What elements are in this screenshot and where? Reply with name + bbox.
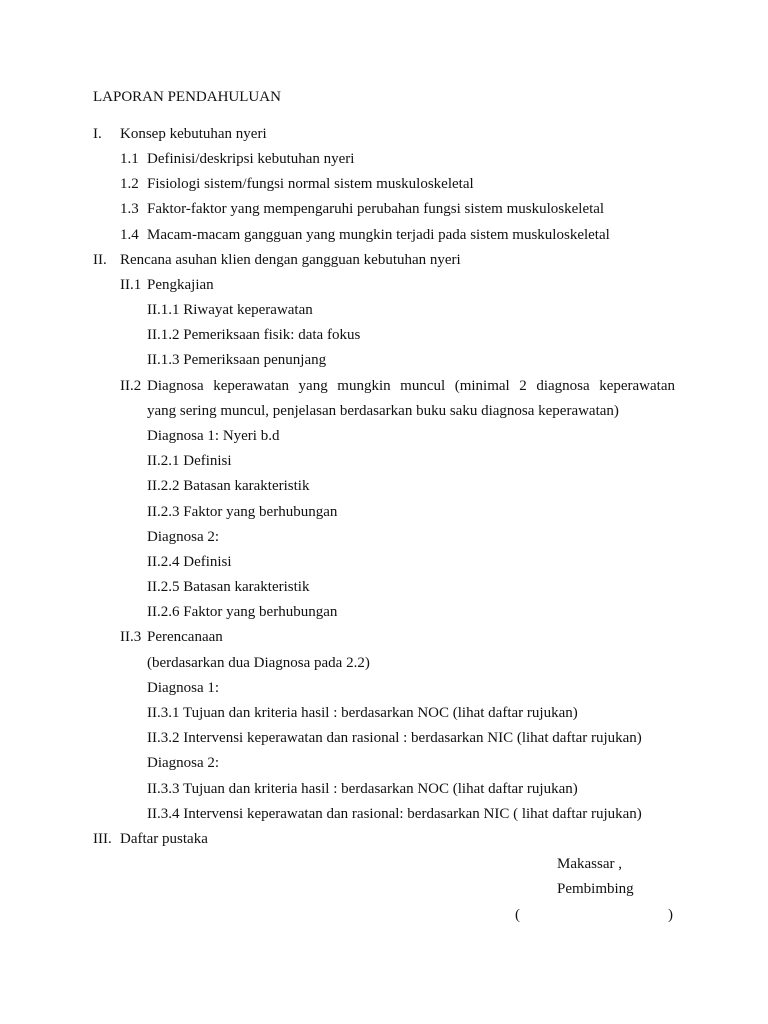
section-1-number: I. [93, 126, 102, 142]
signature-open-paren: ( [515, 907, 520, 923]
diagnosis-label: Diagnosa 2: [147, 755, 220, 771]
subsection-heading: Perencanaan [147, 629, 223, 645]
list-item: II.2.2 Batasan karakteristik [147, 478, 310, 494]
list-item: II.3.2 Intervensi keperawatan dan rasional : berdasarkan NIC (lihat daftar rujukan) [147, 730, 642, 746]
subsection-heading-line1: Diagnosa keperawatan yang mungkin muncul (minimal 2 diagnosa keperawatan [147, 378, 675, 394]
section-2-number: II. [93, 252, 107, 268]
list-item: Definisi/deskripsi kebutuhan nyeri [147, 151, 355, 167]
list-item: II.2.4 Definisi [147, 554, 232, 570]
list-item: II.2.6 Faktor yang berhubungan [147, 604, 338, 620]
item-number: 1.4 [120, 227, 139, 243]
subsection-number: II.2 [120, 378, 142, 394]
item-number: 1.2 [120, 176, 139, 192]
list-item: Faktor-faktor yang mempengaruhi perubahan fungsi sistem muskuloskeletal [147, 201, 605, 217]
item-number: 1.1 [120, 151, 139, 167]
signature-role: Pembimbing [557, 881, 634, 897]
list-item: II.2.1 Definisi [147, 453, 232, 469]
subsection-number: II.3 [120, 629, 142, 645]
list-item: II.3.1 Tujuan dan kriteria hasil : berdasarkan NOC (lihat daftar rujukan) [147, 705, 578, 721]
section-3-heading: Daftar pustaka [120, 831, 208, 847]
list-item: II.1.3 Pemeriksaan penunjang [147, 352, 327, 368]
document-title: LAPORAN PENDAHULUAN [93, 89, 281, 105]
signature-place: Makassar , [557, 856, 622, 872]
signature-close-paren: ) [668, 907, 673, 923]
list-item: II.3.4 Intervensi keperawatan dan rasional: berdasarkan NIC ( lihat daftar rujukan) [147, 806, 642, 822]
item-number: 1.3 [120, 201, 139, 217]
list-item: II.2.3 Faktor yang berhubungan [147, 504, 338, 520]
subsection-number: II.1 [120, 277, 142, 293]
list-item: Fisiologi sistem/fungsi normal sistem muskuloskeletal [147, 176, 474, 192]
subsection-heading-line2: yang sering muncul, penjelasan berdasarkan buku saku diagnosa keperawatan) [147, 403, 619, 419]
diagnosis-label: Diagnosa 1: [147, 680, 220, 696]
list-item: II.2.5 Batasan karakteristik [147, 579, 310, 595]
list-item: II.3.3 Tujuan dan kriteria hasil : berdasarkan NOC (lihat daftar rujukan) [147, 781, 578, 797]
section-1-heading: Konsep kebutuhan nyeri [120, 126, 267, 142]
section-3-number: III. [93, 831, 112, 847]
list-item: II.1.2 Pemeriksaan fisik: data fokus [147, 327, 361, 343]
section-2-heading: Rencana asuhan klien dengan gangguan kebutuhan nyeri [120, 252, 461, 268]
subsection-note: (berdasarkan dua Diagnosa pada 2.2) [147, 655, 370, 671]
diagnosis-label: Diagnosa 2: [147, 529, 220, 545]
list-item: Macam-macam gangguan yang mungkin terjadi pada sistem muskuloskeletal [147, 227, 610, 243]
diagnosis-label: Diagnosa 1: Nyeri b.d [147, 428, 280, 444]
subsection-heading: Pengkajian [147, 277, 214, 293]
list-item: II.1.1 Riwayat keperawatan [147, 302, 313, 318]
